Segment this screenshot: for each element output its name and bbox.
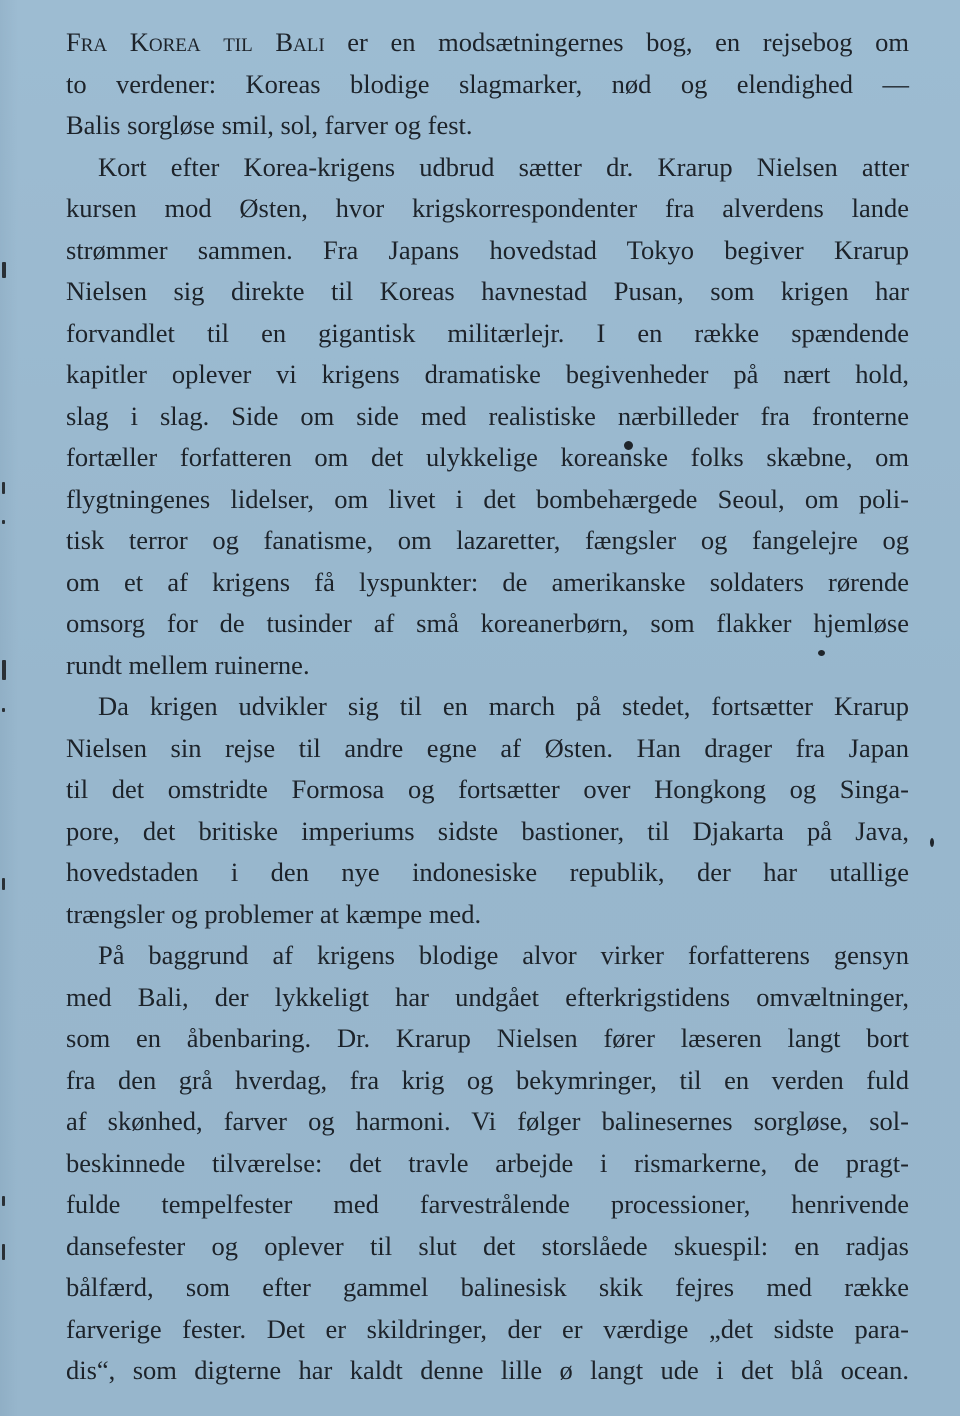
paragraph-travels bbox=[66, 686, 909, 935]
edge-mark bbox=[2, 1244, 5, 1260]
text-line: forvandlet til en gigantisk militærlejr. I en række spændende bbox=[66, 317, 909, 348]
left-edge-print-marks bbox=[0, 0, 14, 1416]
edge-mark bbox=[2, 262, 6, 278]
text-line: kursen mod Østen, hvor krigskorrespondenter fra alverdens lande bbox=[66, 193, 909, 223]
text-line: Nielsen sig direkte til Koreas havnestad Pusan, som krigen har bbox=[66, 276, 909, 306]
edge-mark bbox=[2, 708, 5, 712]
text-line: til det omstridte Formosa og fortsætter over Hongkong og Singa- bbox=[66, 774, 909, 804]
text-line: På baggrund af krigens blodige alvor virker forfatterens gensyn bbox=[98, 940, 909, 970]
text-line: Nielsen sin rejse til andre egne af Østen. Han drager fra Japan bbox=[66, 732, 909, 763]
edge-mark bbox=[2, 660, 6, 680]
book-title-lead: Fra Korea til Bali bbox=[66, 27, 325, 57]
text-line: om et af krigens få lyspunkter: de amerikanske soldaters rørende bbox=[66, 566, 909, 597]
text-line: tisk terror og fanatisme, om lazaretter, fængsler og fangelejre og bbox=[66, 525, 909, 555]
text-line: fortæller forfatteren om det ulykkelige koreanske folks skæbne, om bbox=[66, 442, 909, 472]
edge-mark bbox=[2, 520, 5, 524]
text-line: strømmer sammen. Fra Japans hovedstad Tokyo begiver Krarup bbox=[66, 234, 909, 265]
text-line: trængsler og problemer at kæmpe med. bbox=[66, 898, 482, 929]
text-line: Da krigen udvikler sig til en march på stedet, fortsætter Krarup bbox=[98, 691, 909, 721]
text-line: er en modsætningernes bog, en rejsebog om bbox=[324, 27, 910, 57]
text-line: omsorg for de tusinder af små koreanerbørn, som flakker hjemløse bbox=[66, 608, 909, 638]
text-line: flygtningenes lidelser, om livet i det bombehærgede Seoul, om poli- bbox=[66, 483, 909, 514]
paragraph-bali bbox=[66, 935, 909, 1392]
edge-mark bbox=[2, 1196, 5, 1206]
edge-mark bbox=[2, 878, 5, 890]
text-line: med Bali, der lykkeligt har undgået efterkrigstidens omvæltninger, bbox=[66, 981, 909, 1012]
text-line: kapitler oplever vi krigens dramatiske begivenheder på nært hold, bbox=[66, 359, 909, 389]
blurb-text bbox=[66, 22, 909, 1392]
text-line: pore, det britiske imperiums sidste bastioner, til Djakarta på Java, bbox=[66, 815, 909, 846]
text-line: af skønhed, farver og harmoni. Vi følger balinesernes sorgløse, sol- bbox=[66, 1106, 909, 1136]
text-line: som en åbenbaring. Dr. Krarup Nielsen fører læseren langt bort bbox=[66, 1023, 909, 1053]
text-line: bålfærd, som efter gammel balinesisk skik fejres med række bbox=[66, 1272, 909, 1302]
paragraph-korea bbox=[66, 147, 909, 687]
ink-speck bbox=[930, 838, 934, 847]
paragraph-intro bbox=[66, 22, 909, 147]
text-line: dansefester og oplever til slut det storslåede skuespil: en radjas bbox=[66, 1230, 909, 1261]
text-line: fra den grå hverdag, fra krig og bekymringer, til en verden fuld bbox=[66, 1064, 909, 1095]
text-line: Kort efter Korea-krigens udbrud sætter dr. Krarup Nielsen atter bbox=[98, 151, 909, 182]
text-line: dis“, som digterne har kaldt denne lille ø langt ude i det blå ocean. bbox=[66, 1355, 909, 1385]
text-line: beskinnede tilværelse: det travle arbejde i rismarkerne, de pragt- bbox=[66, 1147, 909, 1178]
edge-mark bbox=[2, 482, 5, 494]
text-line: hovedstaden i den nye indonesiske republik, der har utallige bbox=[66, 857, 909, 887]
text-line: fulde tempelfester med farvestrålende processioner, henrivende bbox=[66, 1189, 909, 1219]
text-line: slag i slag. Side om side med realistiske nærbilleder fra fronterne bbox=[66, 400, 909, 431]
text-line: Balis sorgløse smil, sol, farver og fest. bbox=[66, 110, 473, 140]
text-line: farverige fester. Det er skildringer, der er værdige „det sidste para- bbox=[66, 1313, 909, 1344]
text-line: rundt mellem ruinerne. bbox=[66, 649, 310, 680]
text-line: to verdener: Koreas blodige slagmarker, nød og elendighed — bbox=[66, 68, 909, 99]
